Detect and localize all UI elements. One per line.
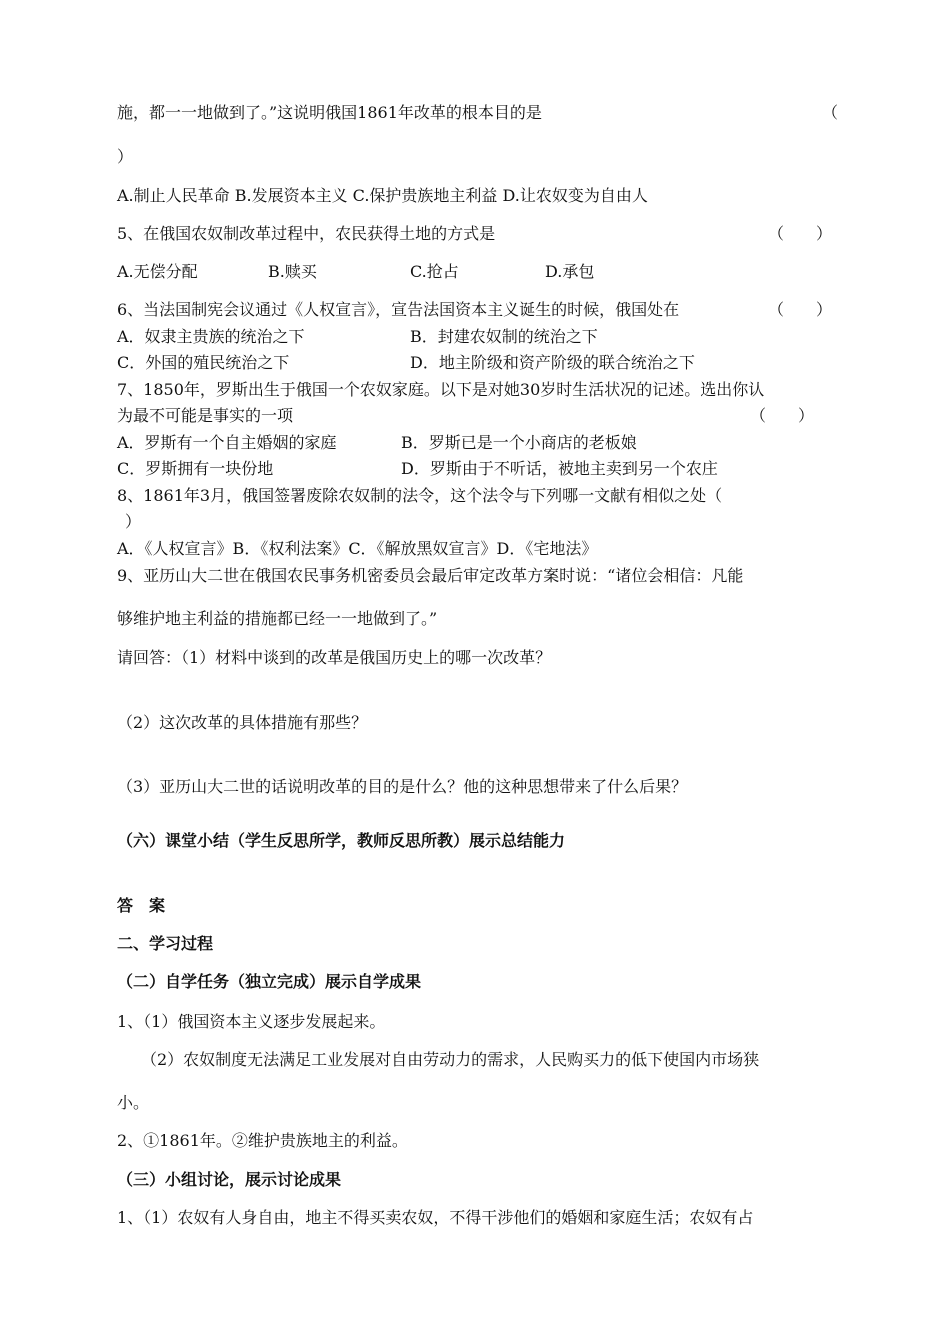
answers-section-heading: 二、学习过程 bbox=[117, 934, 214, 953]
q9-subquestion-1: 请回答：（1）材料中谈到的改革是俄国历史上的哪一次改革？ bbox=[117, 648, 552, 667]
q8-options: A．《人权宣言》B．《权利法案》C．《解放黑奴宣言》D．《宅地法》 bbox=[117, 539, 598, 558]
answers-subheading-group-discussion: （三）小组讨论，展示讨论成果 bbox=[117, 1170, 342, 1189]
q7-answer-paren: （ ） bbox=[750, 406, 815, 425]
answer-1-part-1: 1、（1）俄国资本主义逐步发展起来。 bbox=[117, 1012, 386, 1031]
q5-option-c: C.抢占 bbox=[410, 262, 459, 281]
q6-option-a: A．奴隶主贵族的统治之下 bbox=[117, 327, 305, 346]
q5-answer-paren: （ ） bbox=[768, 224, 833, 243]
q6-option-d: D．地主阶级和资产阶级的联合统治之下 bbox=[410, 353, 695, 372]
answer-1-part-2-continued: 小。 bbox=[117, 1093, 150, 1112]
answer-1-part-2: （2）农奴制度无法满足工业发展对自由劳动力的需求，人民购买力的低下使国内市场狭 bbox=[141, 1050, 760, 1069]
q5-option-b: B.赎买 bbox=[268, 262, 317, 281]
q9-subquestion-2: （2）这次改革的具体措施有那些？ bbox=[117, 713, 368, 732]
summary-heading: （六）课堂小结（学生反思所学，教师反思所教）展示总结能力 bbox=[117, 831, 566, 850]
answers-subheading-self-study: （二）自学任务（独立完成）展示自学成果 bbox=[117, 972, 422, 991]
q7-option-c: C．罗斯拥有一块份地 bbox=[117, 459, 274, 478]
q5-option-d: D.承包 bbox=[545, 262, 595, 281]
q6-option-c: C．外国的殖民统治之下 bbox=[117, 353, 290, 372]
q8-answer-paren-close: ） bbox=[125, 512, 142, 531]
q9-stem-line1: 9、亚历山大二世在俄国农民事务机密委员会最后审定改革方案时说：“诸位会相信：凡能 bbox=[117, 566, 744, 585]
answer-2: 2、①1861年。②维护贵族地主的利益。 bbox=[117, 1131, 408, 1150]
q7-option-b: B．罗斯已是一个小商店的老板娘 bbox=[401, 433, 637, 452]
q9-stem-line2: 够维护地主利益的措施都已经一一地做到了。” bbox=[117, 609, 438, 628]
q5-option-a: A.无偿分配 bbox=[117, 262, 198, 281]
q7-stem-line1: 7、1850年，罗斯出生于俄国一个农奴家庭。以下是对她30岁时生活状况的记述。选出你认 bbox=[117, 380, 765, 399]
q4-options: A.制止人民革命 B.发展资本主义 C.保护贵族地主利益 D.让农奴变为自由人 bbox=[117, 186, 648, 205]
q5-stem: 5、在俄国农奴制改革过程中，农民获得土地的方式是 bbox=[117, 224, 496, 243]
q7-stem-line2: 为最不可能是事实的一项 bbox=[117, 406, 294, 425]
q4-answer-paren-close: ） bbox=[117, 147, 134, 166]
q6-stem: 6、当法国制宪会议通过《人权宣言》，宣告法国资本主义诞生的时候，俄国处在 bbox=[117, 300, 680, 319]
q8-stem: 8、1861年3月，俄国签署废除农奴制的法令，这个法令与下列哪一文献有相似之处（ bbox=[117, 486, 723, 505]
q4-stem-tail: 施，都一一地做到了。”这说明俄国1861年改革的根本目的是 bbox=[117, 103, 542, 122]
q4-answer-paren-open: （ bbox=[822, 103, 839, 122]
q9-subquestion-3: （3）亚历山大二世的话说明改革的目的是什么？他的这种思想带来了什么后果？ bbox=[117, 777, 688, 796]
answers-title: 答 案 bbox=[117, 896, 166, 915]
q6-option-b: B．封建农奴制的统治之下 bbox=[410, 327, 598, 346]
q7-option-a: A．罗斯有一个自主婚姻的家庭 bbox=[117, 433, 337, 452]
q6-answer-paren: （ ） bbox=[768, 300, 833, 319]
q7-option-d: D．罗斯由于不听话，被地主卖到另一个农庄 bbox=[401, 459, 718, 478]
answer-3-part-1: 1、（1）农奴有人身自由，地主不得买卖农奴，不得干涉他们的婚姻和家庭生活；农奴有占 bbox=[117, 1208, 754, 1227]
